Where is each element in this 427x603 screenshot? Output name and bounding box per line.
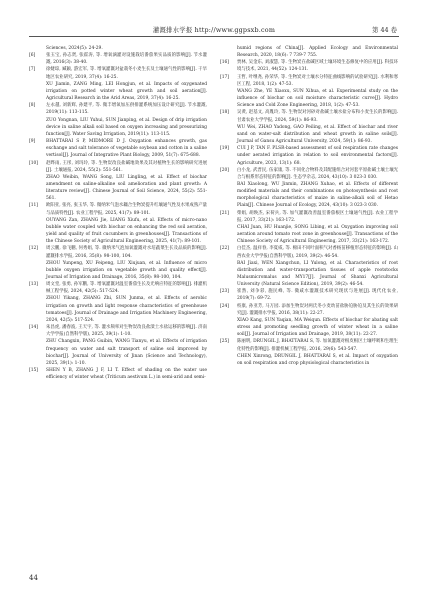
reference-entry — [220, 88, 398, 109]
reference-entry — [220, 210, 398, 224]
reference-entry — [220, 124, 398, 145]
reference-text: ZHU Changxin, PANG Guibin, WANG Tianyu, et al. Effects of irrigation frequency on water and salt transport of saline soil improved by biochar[J]. Journal of University of Jinan (Science and Technology), 2025, 39(1): 1-10. — [46, 339, 207, 366]
reference-entry — [29, 324, 207, 338]
reference-text: 柴娟, 胡焕杰, 宋荷兵, 等. 加气灌溉改善温室番茄根区土壤通气性[J]. 农业工程学报, 2017, 33(21): 163-172. — [237, 210, 398, 223]
reference-number: [6] — [29, 53, 36, 59]
reference-text: ZHOU Yunpeng, XU Feipeng, LIU Xiujuan, et al. Influence of micro bubble oxygen irrigation on vegetable growth and quality effect[J]. Journal of Irrigation and Drainage, 2016, 35(8): 98-100, 104. — [46, 260, 207, 280]
reference-entry — [29, 117, 207, 138]
reference-text: 周云鹏, 徐飞鹏, 何秀娟, 等. 微纳米气泡加氧灌溉对水培蔬菜生长及品质的影响[J]. 灌溉排水学报, 2016, 35(8): 98-100, 104. — [46, 246, 207, 259]
reference-number: [12] — [29, 246, 39, 252]
reference-entry — [29, 102, 207, 116]
reference-number: [11] — [29, 203, 39, 209]
reference-text: XIAO Kang, SUN Yaqian, MA Weiqun. Effects of biochar for abating salt stress and promoting seedling growth of winter wheat in a saline soil[J]. Journal of Irrigation and Drainage, 2019, 38(11): 22-27. — [237, 317, 398, 338]
reference-number: [21] — [220, 210, 230, 216]
reference-entry — [29, 66, 207, 80]
reference-entry — [29, 281, 207, 295]
reference-text: CUI J P, TAN F. PLSR-based assessment of soil respiration rate changes under aerated irrigation in relation to soil environmental factors[J]. Agriculture, 2023, 13(1): 68. — [237, 146, 398, 166]
reference-number: [14] — [29, 325, 39, 331]
reference-text: 朱昌虎, 潘春波, 王天宇, 等. 灌水频率对生物炭改良盐渍土水盐运移的影响[J]. 济南大学学报(自然科学版), 2025, 39(1): 1-10. — [46, 325, 207, 338]
reference-text: OUYANG Zan, ZHANG Jie, LIANG Xiufu, et al. Effects of micro-nano bubble water coupled with biochar on enhancing the red soil aeration, yield and quality of fruit cucumbers in greenhouses[J]. Transactions of the Chinese Society of Agricultural Engineering, 2025, 41(7): 89-101. — [46, 217, 207, 245]
reference-number: [10] — [29, 160, 39, 166]
reference-entry — [220, 224, 398, 245]
volume-label: 第 44 卷 — [372, 26, 397, 34]
reference-text: BAI Jiaxi, WEN Xiangchun, LI Yulong, et al. Characteristics of root distribution and water-transportation tissues of apple rootstocks Malusmicromalus and MY17[J]. Journal of Shanxi Agricultural University (Natural Science Edition), 2019, 39(2): 46-54. — [237, 260, 398, 288]
reference-number: [8] — [29, 103, 36, 109]
reference-entry — [29, 338, 207, 367]
reference-entry — [29, 52, 207, 66]
reference-text: 陈丽明, DRUNGIL J, BHATTARAI S, 等. 加氧灌溉对根皮根区土壤呼吸和生理生化特性的影响[J]. 排灌机械工程学报, 2016, 29(6): 543-547. — [237, 339, 398, 352]
reference-text: 张玉宝, 孙志贤, 张霍涛, 等. 增氧滴灌对设施栽培番茄果实品质的影响[J]. 节水灌溉, 2016(3): 38-40. — [46, 53, 207, 66]
reference-entry — [220, 260, 398, 289]
reference-text: Sciences, 2024(5): 24-29. — [46, 46, 103, 51]
reference-number: [20] — [220, 167, 230, 173]
journal-header-title: 灌溉排水学报 http://www.ggpsxb.com — [152, 26, 276, 34]
reference-text: 赵晔雨, 王彤, 刘玛玲, 等. 生物炭改良盐碱地效果及其对植物生长的影响研究进展[J]. 土壤通报, 2024, 55(2): 551-561. — [46, 160, 207, 173]
reference-number: [19] — [220, 146, 230, 152]
reference-text: humid regions of China[J]. Applied Ecology and Environmental Research, 2020, 18(6): 7 739-7 755. — [237, 46, 398, 59]
reference-entry — [29, 367, 207, 381]
reference-text: ZHOU Yikang, ZHANG Zhi, SUN Junma, et al. Effects of aerobic irrigation on growth and light response characteristics of greenhouse tomatoes[J]. Journal of Drainage and Irrigation Machinery Engineering, 2024, 42(5): 517-524. — [46, 296, 207, 323]
reference-text: WU Wei, ZHAO Yadong, GAO Peiling, et al. Effect of biochar and river sand on water-salt distribution and wheat growth in saline soils[J]. Journal of Gansu Agricultural University, 2024, 59(1): 86-93. — [237, 124, 398, 145]
reference-entry — [220, 74, 398, 88]
reference-text: 吴黄, 赵基文, 高胤玲, 等. 生物炭对河砂对盐碱土壤水盐分布和小麦生长的影响[J]. 甘肃农业大学学报, 2024, 59(1): 86-93. — [237, 110, 398, 123]
reference-text: WANG Zhe, YE Xiaoxu, SUN Xihua, et al. Experimental study on the influence of biochar on soil moisture characteristic curve[J]. Hydro Science and Cold Zone Engineering, 2018, 1(2): 47-53. — [237, 88, 398, 109]
reference-entry — [29, 217, 207, 246]
reference-entry — [29, 245, 207, 259]
reference-text: 周文堂, 张勇, 孙军鹏, 等. 增氧灌溉对温室番茄生长及光响应特征的影响[J]. 排灌机械工程学报, 2024, 42(5): 517-524. — [46, 282, 207, 295]
reference-text: CHAI Juan, HU Huanjie, SONG Libing, et al. Oxygation improving soil aeration around tomato root zone in greenhouse[J]. Transactions of the Chinese Society of Agricultural Engineering, 2017, 33(21): 163-172. — [237, 224, 398, 245]
reference-entry — [220, 288, 398, 302]
reference-entry — [29, 295, 207, 324]
reference-text: 王哲, 叶继尧, 孙荣华, 等. 生物炭对土壤水分特征曲线影响的试验研究[J]. 水利和寒区工程, 2018, 1(2): 47-53. — [237, 74, 398, 87]
reference-number: [7] — [29, 67, 36, 73]
reference-text: 白小龙, 武晋民, 伍家康, 等. 不同化合物料及其配施组合对河套平原盐碱土壤土壤光合与根系形态特征的影响[J]. 生态学杂志, 2024, 43(10): 3 023-3 030. — [237, 167, 398, 180]
reference-entry — [220, 145, 398, 166]
reference-entry — [29, 160, 207, 174]
page-header — [29, 23, 399, 37]
reference-text: ZHAO Weibin, WANG Song, LIU Lingling, et al. Effect of biochar amendment on saline-alkaline soil amelioration and plant growth: A literature review[J]. Chinese Journal of Soil Science, 2024, 55(2): 551-561. — [46, 174, 207, 202]
reference-entry — [220, 317, 398, 338]
reference-text: 欧阳亚, 张亮, 张玉华, 等. 微纳米气泡水耦合生物炭提升红壤通气性及水果成熟产量与品质特性[J]. 农业工程学报, 2025, 41(7): 89-101. — [46, 203, 207, 216]
references-right-column — [220, 45, 398, 367]
reference-entry — [220, 245, 398, 259]
reference-entry — [29, 202, 207, 216]
reference-number: [13] — [29, 282, 39, 288]
reference-text: 校康, 孙亚芳, 马万园. 添加生物炭对两氏冬小麦幼苗盐胁迫胁迫及其生长的效果研究[J]. 灌溉排水学报, 2016, 38(11): 22-27. — [237, 303, 398, 316]
reference-text: CHEN Xinrong, DRUNGIL J, BHATTARAI S, et al. Impact of oxygation on soil respiration and crop physiological characteristics in — [237, 353, 398, 366]
reference-entry — [29, 45, 207, 52]
reference-entry — [220, 167, 398, 181]
page-number: 44 — [29, 574, 38, 582]
references-left-column — [29, 45, 207, 381]
reference-entry — [29, 174, 207, 203]
reference-number: [22] — [220, 246, 230, 252]
reference-text: 崔然, 刘争彩, 施民峰, 等. 微咸水灌溉技术研究现状与进展[J]. 现代化农业, 2019(7): 69-72. — [237, 289, 398, 302]
reference-number: [9] — [29, 139, 36, 145]
reference-entry — [220, 45, 398, 59]
reference-entry — [220, 59, 398, 73]
reference-text: 贾林, 吴金东, 刘淑慧, 等. 生物炭在盐碱区域土壤环境生态修复中的应用[J]. 科技环境与技术, 2021, 44(52): 124-131. — [237, 60, 398, 73]
reference-number: [24] — [220, 303, 230, 309]
reference-text: BHATTARAI S P, MIDMORE D J. Oxygation enhances growth, gas exchange and salt tolerance of vegetable soybean and cotton in a saline vertisol[J]. Journal of Integrative Plant Biology, 2009, 51(7): 675-688. — [46, 139, 207, 159]
reference-entry — [29, 138, 207, 159]
reference-text: BAI Xiaolong, WU Jinmin, ZHANG Xuhao, et al. Effects of different modified materials and their combinations on photosynthesis and root morphological characteristics of maize in saline-alkali soil of Hetao Plain[J]. Chinese Journal of Ecology, 2024, 43(10): 3 023-3 030. — [237, 181, 398, 209]
reference-text: ZUO Yongnan, LIU Yuhui, SUN Jianping, et al. Design of drip irrigation device in saline alkali soil based on oxygen increasing and pressurizing function[J]. Water Saving Irrigation, 2019(11): 113-115. — [46, 117, 207, 137]
reference-entry — [220, 338, 398, 352]
reference-number: [18] — [220, 110, 230, 116]
reference-entry — [220, 181, 398, 210]
reference-number: [23] — [220, 289, 230, 295]
reference-text: XU Jiamin, ZANG Ming, LEI Hongjun, et al. Impacts of oxygenated irrigation on potted winter wheat growth and soil aeration[J]. Agricultural Research in the Arid Areas, 2019, 37(4): 16-25. — [46, 81, 207, 102]
reference-text: 徐婕琼, 臧颖, 游宏军, 等. 增氧灌溉对盆栽冬小麦生长及土壤通气性的影响[J]. 干旱地区农业研究, 2019, 37(4): 16-25. — [46, 67, 207, 80]
reference-entry — [29, 81, 207, 102]
reference-entry — [220, 303, 398, 317]
reference-text: SHEN Y B, ZHANG J F, LI T. Effect of shading on the water use efficiency of winter wheat (Triticum aestivum L.) in semi-arid and semi- — [46, 368, 207, 381]
reference-entry — [220, 109, 398, 123]
reference-number: [15] — [29, 368, 39, 374]
reference-text: 左永越, 刘新辉, 孙建平, 等. 微丰增氧加压供排灌系统加压设计研究[J]. 节水灌溉, 2019(11): 113-115. — [46, 103, 207, 116]
reference-text: 白佳杰, 温祥春, 李夏威, 等. 棉田不同叶面积气对香杨苗移植形态特征的影响[J]. 山西农业大学学报(自然科学版), 2019, 39(2): 46-54. — [237, 246, 398, 259]
reference-number: [25] — [220, 339, 230, 345]
reference-number: [16] — [220, 60, 230, 66]
reference-number: [17] — [220, 74, 230, 80]
reference-entry — [220, 353, 398, 367]
reference-entry — [29, 260, 207, 281]
